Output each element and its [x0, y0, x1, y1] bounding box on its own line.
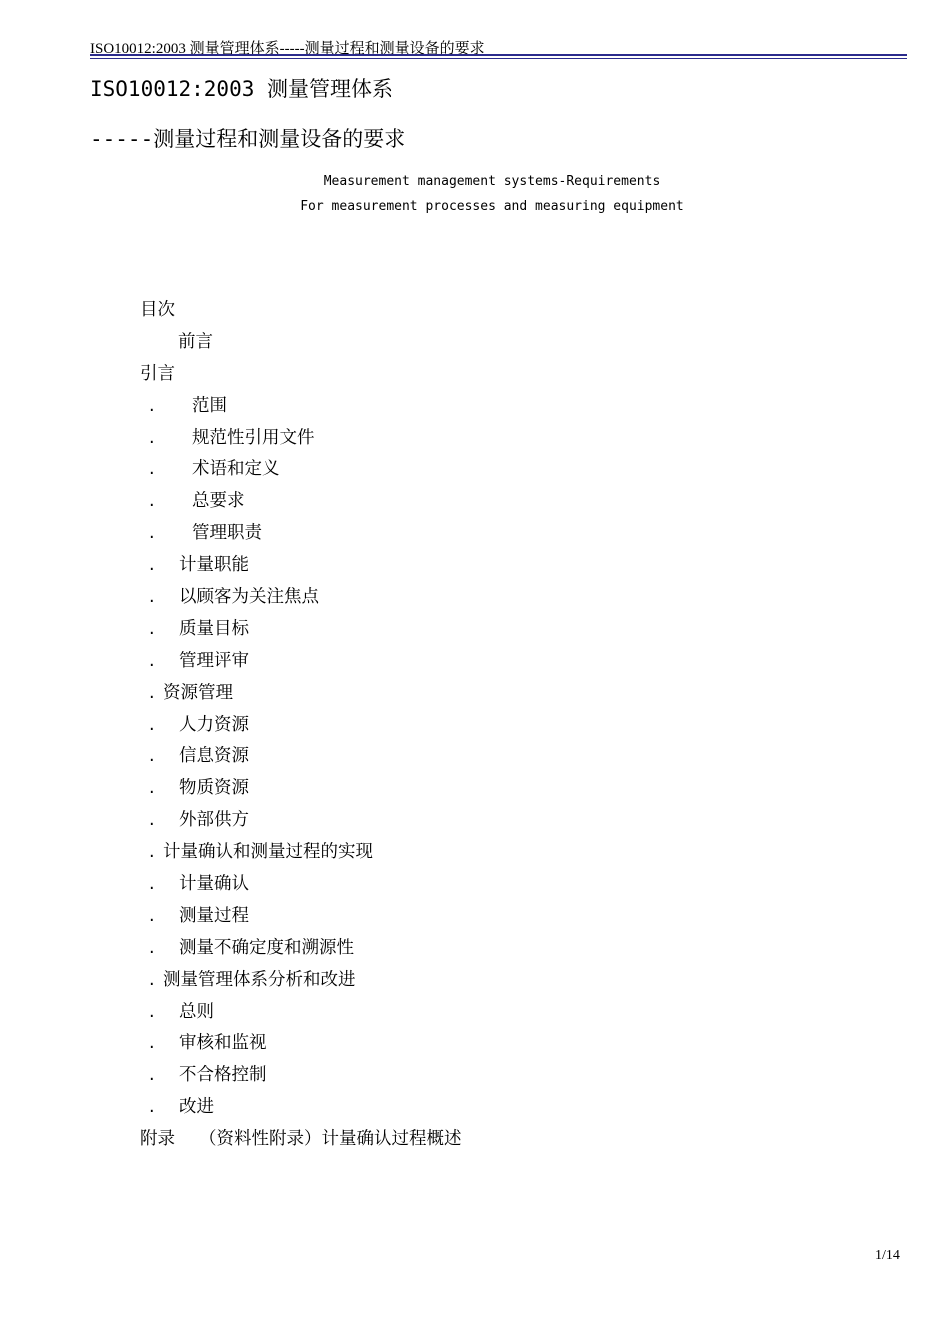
toc-item-introduction[interactable]: 引言 — [140, 363, 175, 384]
toc-item-information-resources[interactable]: . 信息资源 — [149, 746, 249, 767]
toc-item-general-requirements[interactable]: . 总要求 — [149, 491, 245, 512]
toc-item-uncertainty-traceability[interactable]: . 测量不确定度和溯源性 — [149, 937, 354, 958]
toc-item-quality-objectives[interactable]: . 质量目标 — [149, 618, 249, 639]
toc-item-terms-definitions[interactable]: . 术语和定义 — [149, 459, 280, 480]
table-of-contents — [140, 295, 462, 1156]
toc-item-management-responsibility[interactable]: . 管理职责 — [149, 523, 262, 544]
header-divider-thin — [90, 58, 907, 59]
toc-item-normative-references[interactable]: . 规范性引用文件 — [149, 427, 315, 448]
toc-item-management-review[interactable]: . 管理评审 — [149, 650, 249, 671]
toc-item-analysis-improvement[interactable]: . 测量管理体系分析和改进 — [149, 969, 356, 990]
toc-item-preface[interactable]: 前言 — [178, 331, 213, 352]
toc-item-human-resources[interactable]: . 人力资源 — [149, 714, 249, 735]
page-number: 1/14 — [875, 1248, 900, 1263]
toc-item-material-resources[interactable]: . 物质资源 — [149, 778, 249, 799]
running-header: ISO10012:2003 测量管理体系-----测量过程和测量设备的要求 — [90, 41, 485, 57]
toc-heading: 目次 — [140, 300, 175, 320]
toc-item-nonconformity-control[interactable]: . 不合格控制 — [149, 1065, 267, 1086]
toc-item-metrological-confirmation[interactable]: . 计量确认 — [149, 874, 249, 895]
toc-item-metrological-function[interactable]: . 计量职能 — [149, 555, 249, 576]
document-title: ISO10012:2003 测量管理体系 — [90, 77, 394, 101]
toc-item-appendix[interactable]: 附录 （资料性附录）计量确认过程概述 — [140, 1129, 462, 1150]
english-title-line-1: Measurement management systems-Requirements — [323, 174, 661, 189]
header-divider — [90, 54, 907, 56]
toc-item-external-suppliers[interactable]: . 外部供方 — [149, 810, 249, 831]
toc-item-improvement[interactable]: . 改进 — [149, 1097, 214, 1118]
toc-item-customer-focus[interactable]: . 以顾客为关注焦点 — [149, 587, 319, 608]
toc-item-confirmation-realization[interactable]: . 计量确认和测量过程的实现 — [149, 842, 373, 863]
toc-item-general[interactable]: . 总则 — [149, 1001, 214, 1022]
document-subtitle: -----测量过程和测量设备的要求 — [90, 127, 406, 151]
toc-item-measurement-process[interactable]: . 测量过程 — [149, 905, 249, 926]
toc-item-audit-monitoring[interactable]: . 审核和监视 — [149, 1033, 267, 1054]
toc-item-scope[interactable]: . 范围 — [149, 395, 227, 416]
english-title-line-2: For measurement processes and measuring equipment — [300, 199, 684, 214]
toc-item-resource-management[interactable]: . 资源管理 — [149, 682, 233, 703]
